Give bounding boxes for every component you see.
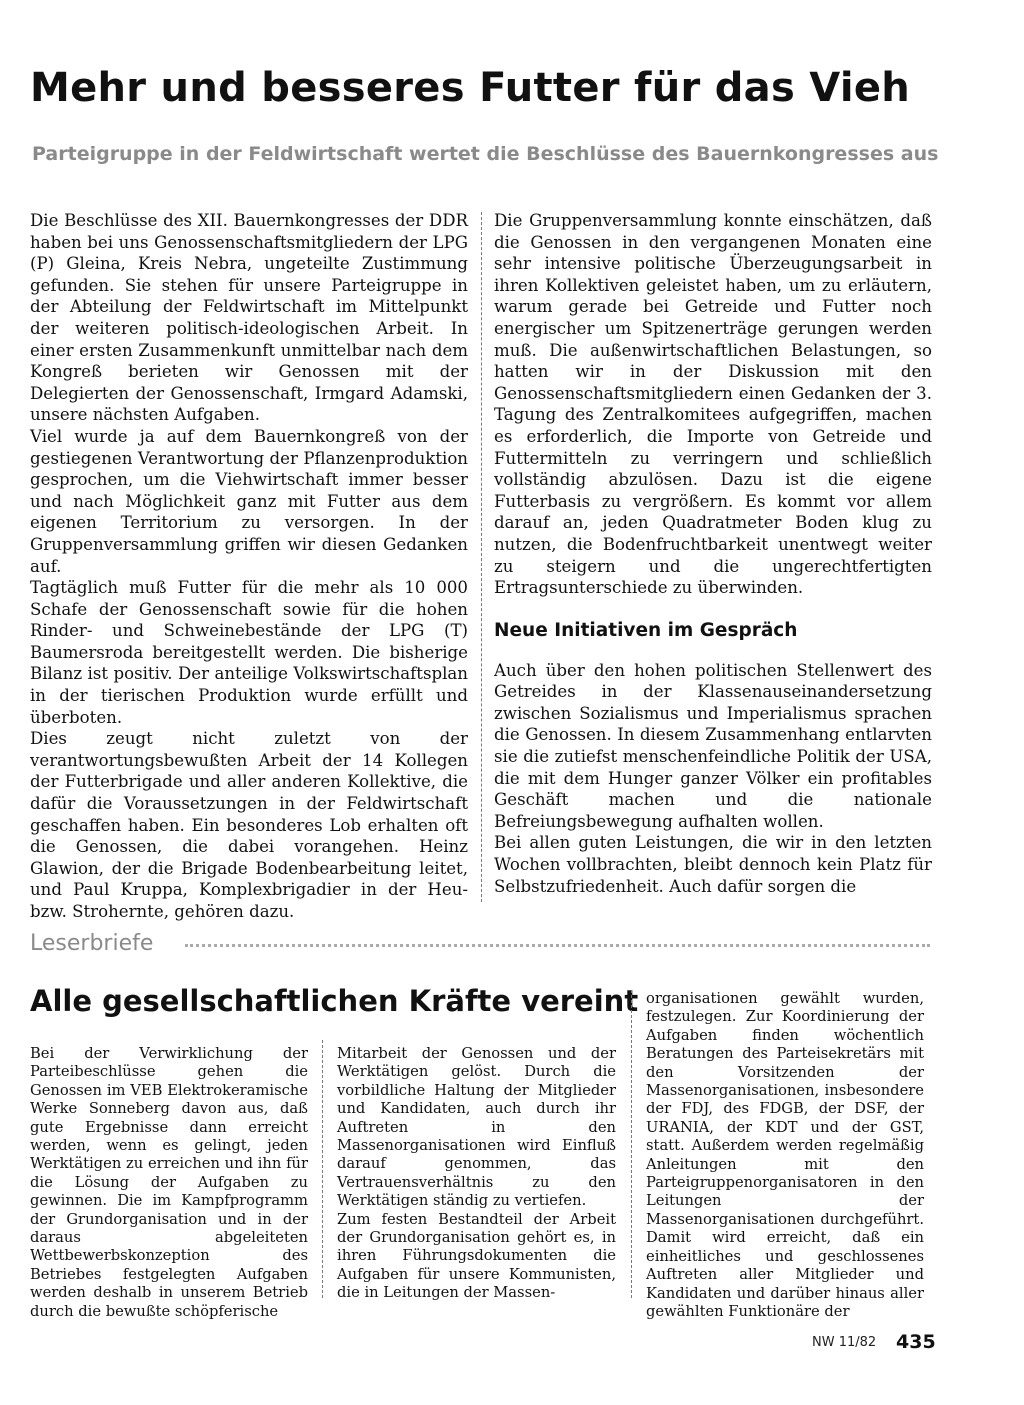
article-headline: Mehr und besseres Futter für das Vieh [30,65,911,111]
issue-label: NW 11/82 [812,1335,877,1350]
letter-column-3 [646,990,924,1321]
article-subheadline: Parteigruppe in der Feldwirtschaft wertet die Beschlüsse des Bauernkongresses aus [32,143,939,165]
paragraph: Zum festen Bestandteil der Arbeit der Grundorganisation gehört es, in ihren Führungsdokumenten die Aufgaben für unsere Kommunisten, die in Leitungen der Massen- [337,1210,616,1302]
paragraph: Die Gruppenversammlung konnte einschätzen, daß die Genossen in den vergangenen Monaten eine sehr intensive politische Überzeugungsarbeit in ihren Kollektiven geleistet haben, um zu erläutern, warum gerade bei Getreide und Futter noch energischer um Spitzenerträge gerungen werden muß. Die außenwirtschaftlichen Belastungen, so hatten wir in der Diskussion mit den Genossenschaftsmitgliedern einen Gedanken der 3. Tagung des Zentralkomitees aufgegriffen, machen es erforderlich, die Importe von Getreide und Futtermitteln zu verringern und schließlich vollständig abzulösen. Dazu ist die eigene Futterbasis zu vergrößern. Es kommt vor allem darauf an, jeden Quadratmeter Boden klug zu nutzen, die Bodenfruchtbarkeit unentwegt weiter zu steigern und die ungerechtfertigten Ertragsunterschiede zu überwinden. [494,211,932,598]
column-divider [322,1040,323,1298]
letter-column-2 [337,1045,616,1303]
paragraph: Tagtäglich muß Futter für die mehr als 10 000 Schafe der Genossenschaft sowie für die hohen Rinder- und Schweinebestände der LPG (T) Baumersroda bereitgestellt werden. Die bisherige Bilanz ist positiv. Der anteilige Volkswirtschaftsplan in der tierischen Produktion wurde erfüllt und überboten. [30,578,468,727]
column-divider [631,990,632,1298]
paragraph: Die Beschlüsse des XII. Bauernkongresses der DDR haben bei uns Genossenschaftsmitgliedern der LPG (P) Gleina, Kreis Nebra, ungeteilte Zustimmung gefunden. Sie stehen für unsere Parteigruppe in der Abteilung der Feldwirtschaft im Mittelpunkt der weiteren politisch-ideologischen Arbeit. In einer ersten Zusammenkunft unmittelbar nach dem Kongreß berieten wir Genossen mit der Delegierten der Genossenschaft, Irmgard Adamski, unsere nächsten Aufgaben. [30,211,468,425]
column-divider [481,212,482,902]
section-label: Leserbriefe [30,931,154,956]
article-column-right [494,210,932,897]
letter-column-1 [30,1045,308,1321]
paragraph: Dies zeugt nicht zuletzt von der verantwortungsbewußten Arbeit der 14 Kollegen der Futterbrigade und aller anderen Kollektive, die dafür die Voraussetzungen in der Feldwirtschaft geschaffen haben. Ein besonderes Lob erhalten oft die Genossen, die dabei vorangehen. Heinz Glawion, der die Brigade Bodenbearbeitung leitet, und Paul Kruppa, Komplexbrigadier in der Heu- bzw. Strohernte, gehören dazu. [30,729,468,921]
paragraph: organisationen gewählt wurden, festzulegen. Zur Koordinierung der Aufgaben finden wöchentlich Beratungen des Parteisekretärs mit den Vorsitzenden der Massenorganisationen, insbesondere der FDJ, des FDGB, der DSF, der URANIA, der KDT und der GST, statt. Außerdem werden regelmäßig Anleitungen mit den Parteigruppenorganisatoren in den Leitungen der Massenorganisationen durchgeführt. Damit wird erreicht, daß ein einheitliches und geschlossenes Auftreten aller Mitglieder und Kandidaten und darüber hinaus aller gewählten Funktionäre der [646,990,924,1320]
article-column-left [30,210,468,923]
paragraph: Auch über den hohen politischen Stellenwert des Getreides in der Klassenauseinandersetzung zwischen Sozialismus und Imperialismus sprachen die Genossen. In diesem Zusammenhang entlarvten sie die zutiefst menschenfeindliche Politik der USA, die mit dem Hunger ganzer Völker ein profitables Geschäft machen und die nationale Befreiungsbewegung aufhalten wollen. [494,660,932,831]
paragraph: Bei der Verwirklichung der Parteibeschlüsse gehen die Genossen im VEB Elektrokeramische Werke Sonneberg davon aus, daß gute Ergebnisse dann erreicht werden, wenn es gelingt, jeden Werktätigen zu erreichen und ihn für die Lösung der Aufgaben zu gewinnen. Die im Kampfprogramm der Grundorganisation und in der daraus abgeleiteten Wettbewerbskonzeption des Betriebes festgelegten Aufgaben werden deshalb in unserem Betrieb durch die bewußte schöpferische [30,1045,308,1320]
paragraph: Bei allen guten Leistungen, die wir in den letzten Wochen vollbrachten, bleibt dennoch kein Platz für Selbstzufriedenheit. Auch dafür sorgen die [494,833,932,896]
paragraph: Mitarbeit der Genossen und der Werktätigen gelöst. Durch die vorbildliche Haltung der Mitglieder und Kandidaten, auch durch ihr Auftreten in den Massenorganisationen wird Einfluß darauf genommen, das Vertrauensverhältnis zu den Werktätigen ständig zu vertiefen. [337,1045,616,1210]
letter-headline: Alle gesellschaftlichen Kräfte vereint [30,984,639,1018]
page-number: 435 [896,1331,936,1353]
section-subheading: Neue Initiativen im Gespräch [494,619,798,641]
section-divider [185,944,930,947]
paragraph: Viel wurde ja auf dem Bauernkongreß von der gestiegenen Verantwortung der Pflanzenproduktion gesprochen, um die Viehwirtschaft immer besser und nach Möglichkeit ganz mit Futter aus dem eigenen Territorium zu versorgen. In der Gruppenversammlung griffen wir diesen Gedanken auf. [30,426,468,576]
